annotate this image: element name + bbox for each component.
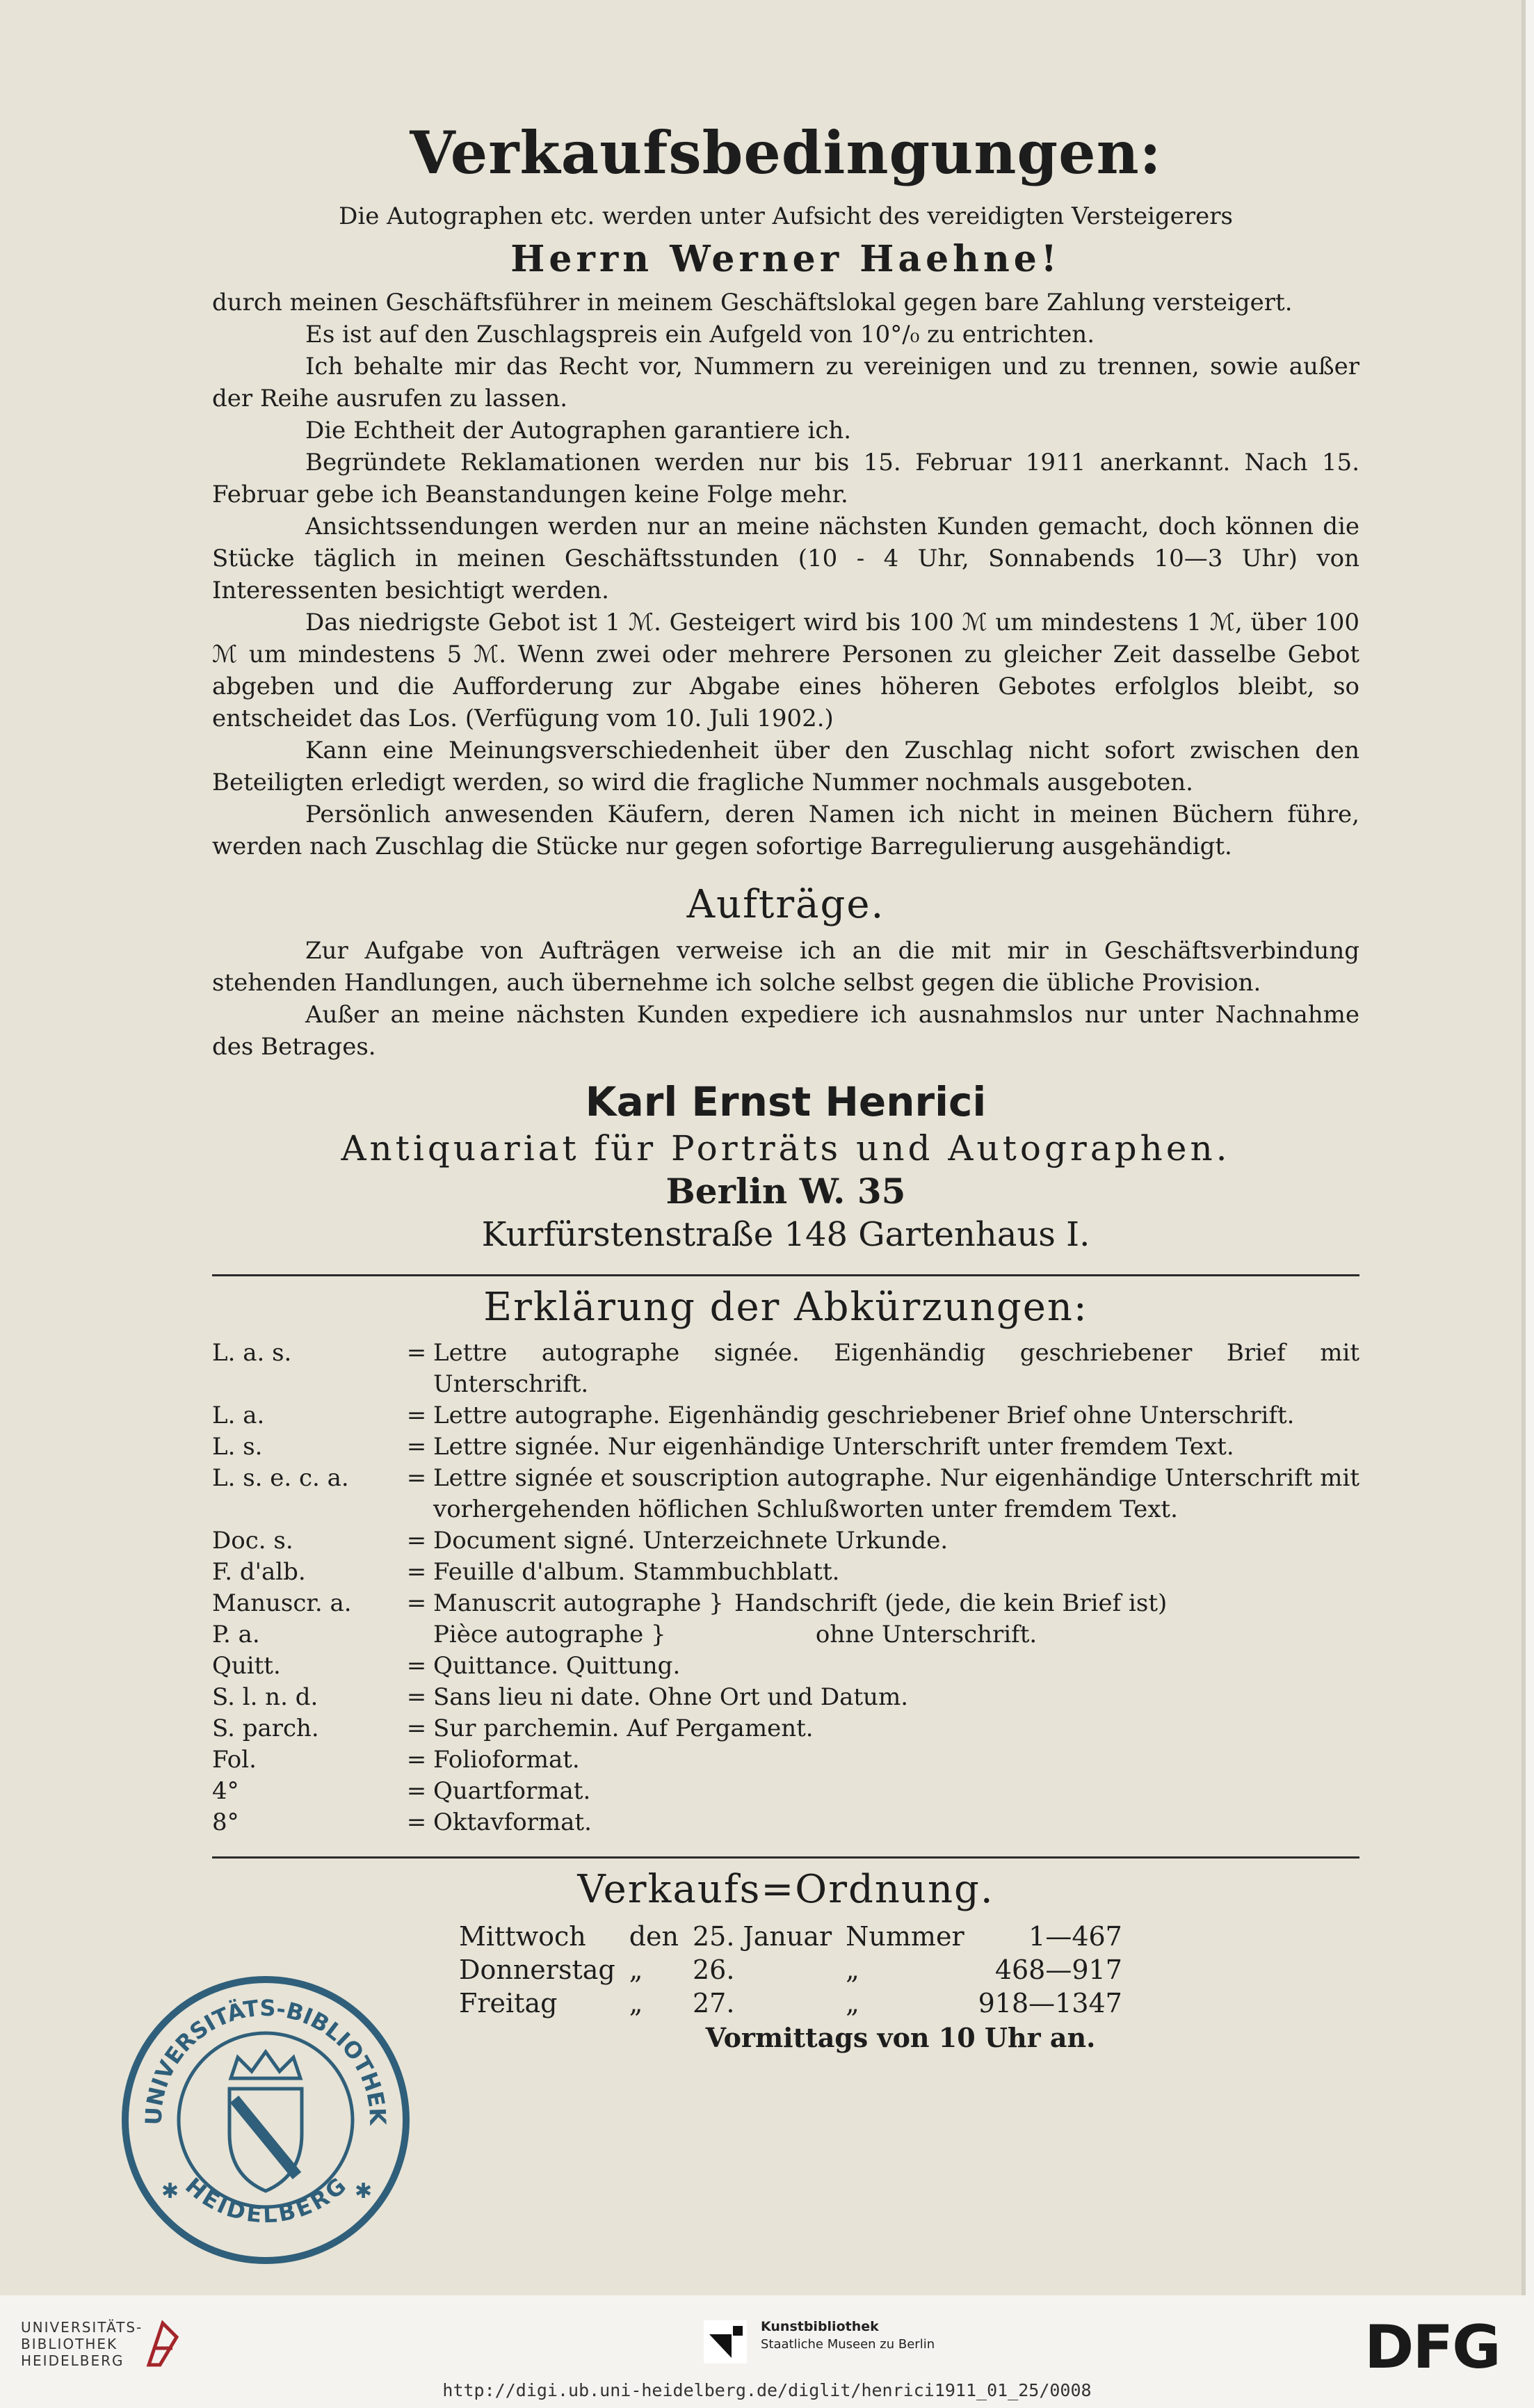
para-persoenlich: Persönlich anwesenden Käufern, deren Namen ich nicht in meinen Büchern führe, werden nach Zuschlag die Stücke nur gegen sofortige Barregulierung ausgehändigt. (212, 801, 1359, 860)
abbr-term: L. a. s. (212, 1339, 292, 1367)
viewer-footer (0, 2295, 1534, 2408)
schedule-range: 918—1347 (978, 1988, 1122, 2018)
abbr-row (212, 1400, 1359, 1431)
para-gebot: Das niedrigste Gebot ist 1 ℳ. Gesteigert wird bis 100 ℳ um mindestens 1 ℳ, über 100 ℳ um mindestens 5 ℳ. Wenn zwei oder mehrere Personen zu gleicher Zeit dasselbe Gebot abgeben und die Aufforderung zur Abgabe eines höheren Gebotes erfolglos bleibt, so entscheidet das Los. (Verfügung vom 10. Juli 1902.) (212, 609, 1359, 732)
brace-glyph: } (651, 1621, 666, 1648)
ub-heidelberg-mark-icon (142, 2316, 184, 2372)
equals-sign: = (406, 1527, 427, 1555)
para-meinung: Kann eine Meinungsverschiedenheit über den Zuschlag nicht sofort zwischen den Beteiligten erledigt werden, so wird die fragliche Nummer nochmals ausgeboten. (212, 737, 1359, 796)
schedule-date: 26. (693, 1955, 735, 1985)
abbr-definition: Sans lieu ni date. Ohne Ort und Datum. (433, 1683, 909, 1711)
abbr-term: 4° (212, 1777, 239, 1805)
abbr-definition: Oktavformat. (433, 1808, 592, 1836)
abbr-definition: Lettre autographe. Eigenhändig geschriebener Brief ohne Unterschrift. (433, 1402, 1295, 1429)
equals-sign: = (406, 1558, 427, 1586)
page-content (212, 104, 1359, 2056)
schedule-row (459, 1986, 1122, 2020)
kunstbibliothek-logo-icon[interactable] (704, 2320, 747, 2363)
abbr-definition-text: Pièce autographe (433, 1621, 644, 1648)
abbr-definition: Lettre signée. Nur eigenhändige Unterschrift unter fremdem Text. (433, 1433, 1234, 1461)
schedule-date: 25. Januar (693, 1921, 832, 1952)
abbr-row (212, 1776, 1359, 1807)
abbr-term: Quitt. (212, 1652, 281, 1680)
schedule-row (459, 1920, 1122, 1953)
stamp-star-icon: ✱ (355, 2179, 373, 2204)
abbr-term: S. parch. (212, 1715, 319, 1742)
abbr-term: P. a. (212, 1621, 260, 1648)
abbr-row (212, 1744, 1359, 1776)
schedule-row (459, 1953, 1122, 1986)
brace-glyph: } (709, 1589, 724, 1617)
schedule-day: Donnerstag (459, 1955, 615, 1985)
schedule-date: 27. (693, 1988, 735, 2018)
equals-sign: = (406, 1652, 427, 1680)
page-url[interactable]: http://digi.ub.uni-heidelberg.de/diglit/henrici1911_01_25/0008 (442, 2380, 1092, 2400)
abbr-row (212, 1463, 1359, 1525)
firm-city: Berlin W. 35 (665, 1171, 906, 1212)
abbr-term: Fol. (212, 1746, 257, 1774)
schedule-prefix: „ (629, 1955, 643, 1985)
para-ansicht: Ansichtssendungen werden nur an meine nächsten Kunden gemacht, doch können die Stücke täglich in meinen Geschäftsstunden (10 - 4 Uhr, Sonnabends 10—3 Uhr) von Interessenten besichtigt werden. (212, 513, 1359, 604)
abbr-definition: Feuille d'album. Stammbuchblatt. (433, 1558, 840, 1586)
abbr-definition: Lettre autographe signée. Eigenhändig geschriebener Brief mit Unterschrift. (433, 1339, 1359, 1398)
intro-continued: durch meinen Geschäftsführer in meinem Geschäftslokal gegen bare Zahlung versteigert. (212, 289, 1293, 316)
schedule-closing: Vormittags von 10 Uhr an. (705, 2022, 1096, 2053)
para-reklamation: Begründete Reklamationen werden nur bis 15. Februar 1911 anerkannt. Nach 15. Februar gebe ich Beanstandungen keine Folge mehr. (212, 449, 1359, 508)
abbr-row (212, 1431, 1359, 1463)
equals-sign: = (406, 1683, 427, 1711)
divider (212, 1856, 1359, 1859)
equals-sign: = (406, 1715, 427, 1742)
schedule-label: Nummer (846, 1921, 964, 1952)
abbr-definition: Quartformat. (433, 1777, 591, 1805)
schedule-day: Freitag (459, 1988, 558, 2018)
schedule-label: „ (846, 1955, 859, 1985)
abbr-shared-note: ohne Unterschrift. (815, 1621, 1038, 1648)
auftraege-para-1: Zur Aufgabe von Aufträgen verweise ich an die mit mir in Geschäftsverbindung stehenden Handlungen, auch übernehme ich solche selbst gegen die übliche Provision. (212, 937, 1359, 997)
library-stamp-seal (120, 1974, 412, 2266)
auftraege-heading: Aufträge. (686, 882, 885, 927)
abbr-term: L. s. e. c. a. (212, 1464, 349, 1492)
abbr-shared-note: Handschrift (jede, die kein Brief ist) (734, 1589, 1168, 1617)
equals-sign: = (406, 1433, 427, 1461)
ub-logo-line: HEIDELBERG (21, 2352, 124, 2369)
schedule-range: 468—917 (994, 1955, 1122, 1985)
intro-line: Die Autographen etc. werden unter Aufsicht des vereidigten Versteigerers (339, 202, 1233, 230)
para-echtheit: Die Echtheit der Autographen garantiere ich. (305, 417, 852, 444)
abbr-row (212, 1682, 1359, 1713)
abbr-definition (433, 1588, 1359, 1619)
abbr-row (212, 1619, 1359, 1651)
schedule-day: Mittwoch (459, 1921, 586, 1952)
equals-sign: = (406, 1808, 427, 1836)
firm-street: Kurfürstenstraße 148 Gartenhaus I. (481, 1215, 1090, 1254)
equals-sign: = (406, 1339, 427, 1367)
schedule-prefix: „ (629, 1988, 643, 2018)
equals-sign: = (406, 1777, 427, 1805)
abbr-row (212, 1651, 1359, 1682)
schedule-heading: Verkaufs=Ordnung. (577, 1867, 994, 1912)
abbr-term: 8° (212, 1808, 239, 1836)
equals-sign: = (406, 1464, 427, 1492)
ub-heidelberg-logo[interactable] (21, 2319, 143, 2369)
equals-sign: = (406, 1402, 427, 1429)
auftraege-para-2: Außer an meine nächsten Kunden expediere ich ausnahmslos nur unter Nachnahme des Betrages. (212, 1001, 1359, 1061)
abbr-row (212, 1588, 1359, 1619)
para-recht: Ich behalte mir das Recht vor, Nummern zu vereinigen und zu trennen, sowie außer der Reihe ausrufen zu lassen. (212, 353, 1359, 412)
stamp-text-bottom: HEIDELBERG (180, 2172, 351, 2229)
abbr-row (212, 1807, 1359, 1838)
divider (212, 1274, 1359, 1276)
abbr-term: L. a. (212, 1402, 265, 1429)
kb-title: Kunstbibliothek (761, 2319, 879, 2334)
page-title: Verkaufsbedingungen: (410, 118, 1162, 187)
abbr-definition: Lettre signée et souscription autographe. Nur eigenhändige Unterschrift mit vorhergehenden höflichen Schlußworten unter fremdem Text. (433, 1464, 1359, 1523)
abbr-term: S. l. n. d. (212, 1683, 318, 1711)
abbreviations-heading: Erklärung der Abkürzungen: (483, 1285, 1088, 1330)
dfg-logo[interactable]: DFG (1364, 2313, 1500, 2382)
abbr-term: F. d'alb. (212, 1558, 306, 1586)
coat-of-arms-icon (229, 2052, 302, 2191)
equals-sign: = (406, 1746, 427, 1774)
kb-subtitle: Staatliche Museen zu Berlin (761, 2337, 935, 2352)
equals-sign (400, 1619, 433, 1651)
abbr-row (212, 1338, 1359, 1400)
abbr-definition: Quittance. Quittung. (433, 1652, 681, 1680)
schedule-range: 1—467 (1028, 1921, 1122, 1952)
ub-logo-line: UNIVERSITÄTS- (21, 2319, 143, 2336)
abbr-definition-text: Manuscrit autographe (433, 1589, 702, 1617)
abbr-definition: Document signé. Unterzeichnete Urkunde. (433, 1527, 948, 1555)
abbr-definition: Sur parchemin. Auf Pergament. (433, 1715, 814, 1742)
firm-name: Karl Ernst Henrici (585, 1078, 987, 1125)
abbr-definition (433, 1619, 1359, 1651)
schedule-label: „ (846, 1988, 859, 2018)
abbr-term: Manuscr. a. (212, 1589, 352, 1617)
abbr-definition: Folioformat. (433, 1746, 580, 1774)
abbr-row (212, 1557, 1359, 1588)
abbr-term: Doc. s. (212, 1527, 293, 1555)
firm-description: Antiquariat für Porträts und Autographen. (341, 1128, 1231, 1169)
abbr-row (212, 1713, 1359, 1744)
abbr-term: L. s. (212, 1433, 263, 1461)
stamp-text-top: UNIVERSITÄTS-BIBLIOTHEK (140, 1994, 391, 2126)
stamp-star-icon: ✱ (161, 2179, 179, 2204)
equals-sign: = (406, 1589, 427, 1617)
ub-logo-line: BIBLIOTHEK (21, 2336, 118, 2352)
schedule-table (459, 1920, 1122, 2020)
abbr-row (212, 1525, 1359, 1557)
schedule-prefix: den (629, 1921, 679, 1952)
abbreviations-table (212, 1338, 1359, 1838)
auctioneer-name: Herrn Werner Haehne! (510, 238, 1061, 280)
para-aufgeld: Es ist auf den Zuschlagspreis ein Aufgeld von 10°/₀ zu entrichten. (305, 321, 1095, 348)
kunstbibliothek-label (761, 2318, 935, 2354)
